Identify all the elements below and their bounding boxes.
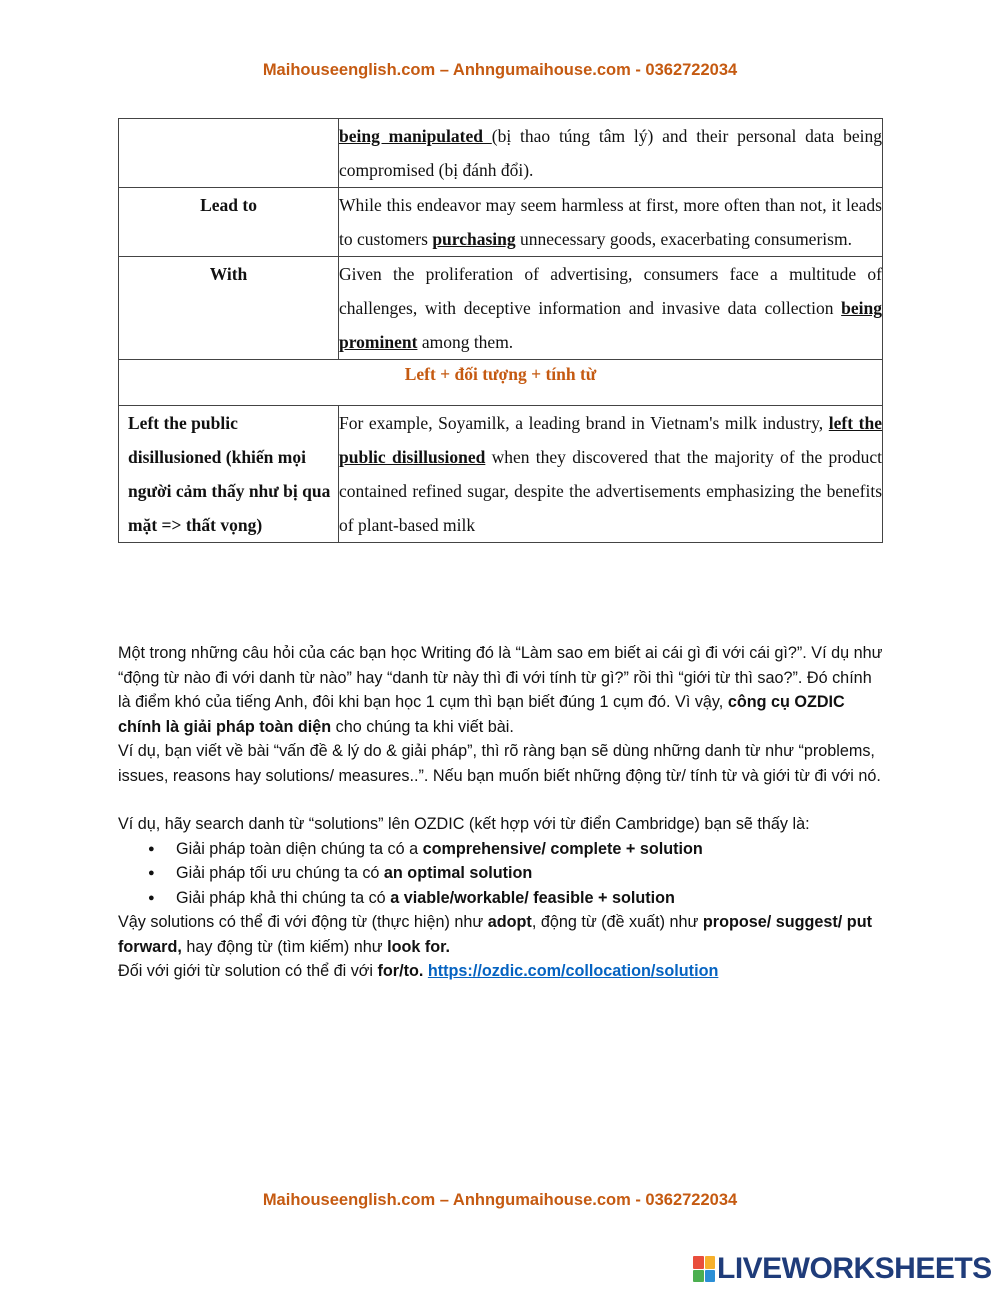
table-cell-term: Left the public disillusioned (khiến mọi người cảm thấy như bị qua mặt => thất vọng) — [119, 406, 339, 543]
list-item — [176, 886, 888, 911]
bold-phrase: adopt — [487, 913, 532, 931]
paragraph-text: cho chúng ta khi viết bài. — [331, 717, 514, 736]
paragraph: Ví dụ, hãy search danh từ “solutions” lên OZDIC (kết hợp với từ điển Cambridge) bạn sẽ thấy là: — [118, 815, 810, 833]
example-text: when they discovered that the majority of the product contained refined sugar, despite the advertisements emphasizing the benefits of plant-based milk — [339, 447, 882, 535]
logo-square-blue — [705, 1270, 716, 1283]
paragraph-text: , động từ (đề xuất) như — [531, 913, 703, 931]
paragraph-text: Một trong những câu hỏi của các bạn học Writing đó là “Làm sao em biết ai cái gì đi với cái gì?”. Ví dụ như “động từ nào đi với danh từ nào” hay “danh từ này thì đi với tính từ gì?” rồi thì “giới từ thì sao?”. Đó chính là điểm khó của tiếng Anh, đôi khi bạn học 1 cụm thì bạn biết đúng 1 cụm đó. Vì vậy, — [118, 644, 883, 711]
bold-phrase: propose/ suggest/ put forward, — [118, 913, 872, 956]
underlined-phrase: being prominent — [339, 298, 882, 352]
page-header: Maihouseenglish.com – Anhngumaihouse.com - 0362722034 — [262, 61, 738, 79]
paragraph-gap — [118, 788, 888, 812]
paragraph — [118, 641, 888, 739]
table-row — [119, 119, 883, 188]
list-item-text: Giải pháp khả thi chúng ta có — [176, 888, 391, 907]
liveworksheets-logo-text: LIVEWORKSHEETS — [717, 1252, 992, 1285]
table-cell-example — [339, 406, 883, 543]
table-row — [119, 188, 883, 257]
example-text: among them. — [417, 332, 514, 352]
list-item-text: Giải pháp tối ưu chúng ta có — [176, 864, 384, 882]
bold-phrase: công cụ OZDIC chính là giải pháp toàn diện — [118, 693, 845, 736]
underlined-phrase: left the public disillusioned — [339, 413, 882, 467]
table-row — [119, 360, 883, 406]
body-text — [118, 641, 888, 984]
list-item — [176, 837, 888, 862]
underlined-phrase: being manipulated — [339, 126, 492, 146]
example-text: (bị thao túng tâm lý) and their personal data being compromised (bị đánh đổi). — [339, 126, 882, 180]
paragraph: Ví dụ, bạn viết về bài “vấn đề & lý do & giải pháp”, thì rõ ràng bạn sẽ dùng những danh từ như “problems, issues, reasons hay solutions/ measures..”. Nếu bạn muốn biết những động từ/ tính từ và giới từ đi với nó. — [118, 742, 881, 785]
logo-square-red — [693, 1256, 704, 1269]
list-item — [176, 861, 888, 886]
example-text: For example, Soyamilk, a leading brand in Vietnam's milk industry, — [339, 413, 829, 433]
example-text: unnecessary goods, exacerbating consumerism. — [515, 229, 852, 249]
page-footer: Maihouseenglish.com – Anhngumaihouse.com - 0362722034 — [262, 1191, 738, 1209]
collocation-table — [118, 118, 883, 543]
underlined-phrase: purchasing — [432, 229, 516, 249]
logo-square-yellow — [705, 1256, 716, 1269]
paragraph-text: Đối với giới từ solution có thể đi với — [118, 962, 378, 980]
liveworksheets-logo-icon — [693, 1256, 715, 1282]
paragraph — [118, 959, 888, 984]
logo-square-green — [693, 1270, 704, 1283]
table-cell-example — [339, 119, 883, 188]
bold-phrase: an optimal solution — [383, 864, 533, 882]
bold-phrase: look for. — [387, 937, 451, 956]
table-cell-example — [339, 257, 883, 360]
table-cell-empty — [119, 119, 339, 188]
section-title — [119, 360, 883, 406]
paragraph-text: hay động từ (tìm kiếm) như — [181, 937, 388, 956]
table-cell-term: With — [119, 257, 339, 360]
table-row — [119, 406, 883, 543]
liveworksheets-logo[interactable] — [693, 1254, 992, 1284]
bullet-list — [118, 837, 888, 911]
bold-phrase: comprehensive/ complete + solution — [422, 839, 703, 858]
section-title-text: Left + đối tượng + tính từ — [404, 364, 597, 384]
list-item-text: Giải pháp toàn diện chúng ta có a — [176, 839, 423, 858]
table-cell-example — [339, 188, 883, 257]
bold-phrase: for/to. — [377, 962, 424, 980]
example-text: While this endeavor may seem harmless at first, more often than not, it leads to customers — [339, 195, 882, 249]
paragraph-text: Vậy solutions có thể đi với động từ (thực hiện) như — [118, 913, 488, 931]
table-cell-term: Lead to — [119, 188, 339, 257]
example-text: Given the proliferation of advertising, consumers face a multitude of challenges, with deceptive information and invasive data collection — [339, 264, 882, 318]
ozdic-link[interactable]: https://ozdic.com/collocation/solution — [427, 962, 719, 980]
table-row — [119, 257, 883, 360]
paragraph — [118, 910, 888, 959]
bold-phrase: a viable/workable/ feasible + solution — [390, 888, 675, 907]
